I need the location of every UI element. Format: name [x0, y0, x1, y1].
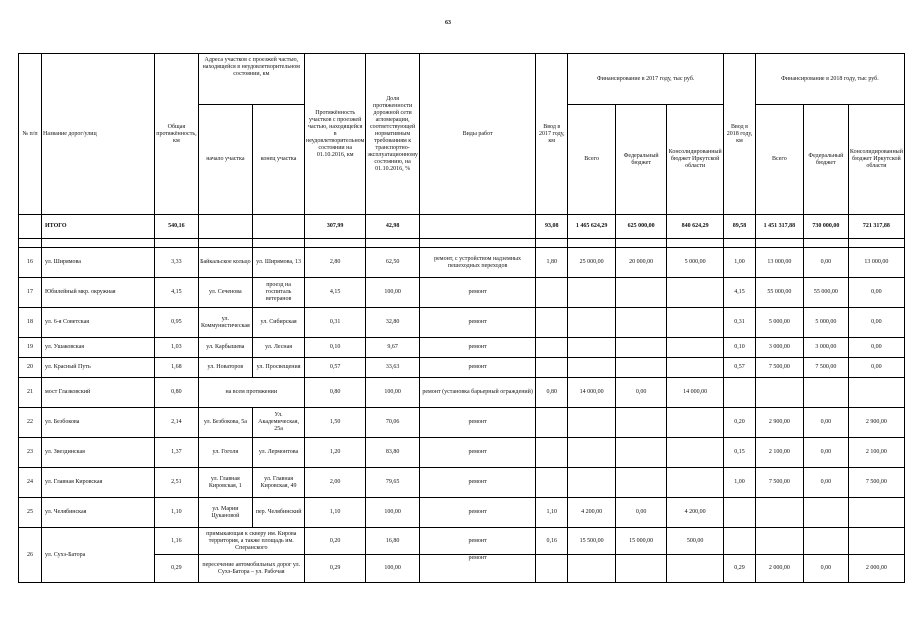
table-cell: 25: [19, 498, 42, 528]
table-cell: [667, 358, 724, 378]
table-cell: [667, 308, 724, 338]
table-cell: 0,80: [305, 378, 366, 408]
table-cell: 55 000,00: [803, 278, 848, 308]
table-cell: [616, 408, 667, 438]
road-repair-table: [18, 53, 905, 583]
table-cell: 2 100,00: [755, 438, 803, 468]
table-cell: ул. Лесная: [253, 338, 305, 358]
table-cell: ул. Карбышева: [198, 338, 253, 358]
table-cell: ул. Гоголя: [198, 438, 253, 468]
table-row: [19, 278, 905, 308]
col-total-length-header: Общая протяжённость, км: [155, 54, 198, 215]
table-cell: ул. Сибирская: [253, 308, 305, 338]
table-cell: 1,68: [155, 358, 198, 378]
table-cell: 0,95: [155, 308, 198, 338]
table-cell: 13 000,00: [848, 248, 904, 278]
table-cell: [568, 278, 616, 308]
table-cell: ул. Главная Кировская, 49: [253, 468, 305, 498]
table-cell: [616, 438, 667, 468]
table-cell: [848, 498, 904, 528]
table-row: 26 ул. Сухэ-Батора 1,16 примыкающая к скверу им. Кирова территория, а также площадь им. Сперанского 0,20 16,80 ремонт 0,16 15 500,00 15 000,00 500,00: [19, 528, 905, 555]
table-cell: [724, 498, 756, 528]
col-all2017-header: Всего: [568, 105, 616, 215]
table-cell: 0,00: [616, 378, 667, 408]
table-cell: ремонт: [419, 338, 535, 358]
table-cell: ул. Ушаковская: [42, 338, 155, 358]
table-cell: ремонт: [419, 438, 535, 468]
table-cell: 19: [19, 338, 42, 358]
col-share-header: Доля протяженности дорожной сети агломерации, соответствующей нормативным требованиям к транспортно-эксплуатационному состоянию, на 01.10.2016, %: [366, 54, 420, 215]
table-cell: 4,15: [305, 278, 366, 308]
table-cell: Байкальское кольцо: [198, 248, 253, 278]
table-cell: [667, 468, 724, 498]
table-cell: ул. Новаторов: [198, 358, 253, 378]
table-cell: 0,00: [848, 338, 904, 358]
table-cell: [755, 498, 803, 528]
table-cell: 20 000,00: [616, 248, 667, 278]
col-fed2018-header: Федеральный бюджет: [803, 105, 848, 215]
table-cell: 2 100,00: [848, 438, 904, 468]
table-cell: 0,10: [724, 338, 756, 358]
table-cell: [616, 358, 667, 378]
col-intro2017-header: Ввод в 2017 году, км: [536, 54, 568, 215]
table-cell: 1,37: [155, 438, 198, 468]
table-cell: ул. Красный Путь: [42, 358, 155, 378]
table-cell: 33,63: [366, 358, 420, 378]
col-intro2018-header: Ввод в 2018 году, км: [724, 54, 756, 215]
table-cell: ремонт: [419, 358, 535, 378]
table-cell: 83,80: [366, 438, 420, 468]
table-cell: [616, 308, 667, 338]
table-row: [19, 438, 905, 468]
table-cell: 0,57: [724, 358, 756, 378]
table-cell: 23: [19, 438, 42, 468]
table-cell: 7 500,00: [803, 358, 848, 378]
table-cell: на всем протяжении: [198, 378, 304, 408]
table-cell: 2,00: [305, 468, 366, 498]
table-cell: [536, 468, 568, 498]
table-cell: 2 900,00: [848, 408, 904, 438]
table-row: 0,29 пересечение автомобильных дорог ул. Сухэ-Батора – ул. Рабочая 0,29 100,00 ремонт 0,29 2 000,00 0,00 2 000,00: [19, 555, 905, 583]
col-fin2018-header: Финансирование в 2018 году, тыс руб.: [755, 54, 904, 105]
table-cell: 5 000,00: [667, 248, 724, 278]
table-cell: 1,10: [536, 498, 568, 528]
table-cell: ремонт (установка барьерный ограждений): [419, 378, 535, 408]
table-cell: 5 000,00: [803, 308, 848, 338]
table-cell: 1,10: [305, 498, 366, 528]
col-fin2017-header: Финансирование в 2017 году, тыс руб.: [568, 54, 724, 105]
table-cell: [536, 308, 568, 338]
table-cell: [724, 378, 756, 408]
table-cell: пер. Челябинский: [253, 498, 305, 528]
table-cell: 1,03: [155, 338, 198, 358]
table-cell: ул. Безбокова: [42, 408, 155, 438]
table-cell: 16: [19, 248, 42, 278]
page-number: 63: [445, 20, 451, 26]
table-cell: ул. Сеченова: [198, 278, 253, 308]
table-cell: [568, 338, 616, 358]
table-cell: [667, 338, 724, 358]
table-cell: ул. Коммунистическая: [198, 308, 253, 338]
table-cell: ремонт: [419, 278, 535, 308]
table-cell: 4 200,00: [568, 498, 616, 528]
table-cell: 62,50: [366, 248, 420, 278]
table-cell: 100,00: [366, 378, 420, 408]
table-cell: [568, 358, 616, 378]
table-cell: ремонт, с устройством надземных пешеходных переходов: [419, 248, 535, 278]
table-cell: 7 500,00: [755, 358, 803, 378]
table-cell: 0,10: [305, 338, 366, 358]
table-cell: 18: [19, 308, 42, 338]
table-cell: 0,15: [724, 438, 756, 468]
table-cell: 0,80: [536, 378, 568, 408]
table-cell: 0,00: [848, 308, 904, 338]
col-name-header: Название дорог/улиц: [42, 54, 155, 215]
table-cell: 2,51: [155, 468, 198, 498]
table-cell: 9,67: [366, 338, 420, 358]
table-cell: 32,80: [366, 308, 420, 338]
table-row: [19, 308, 905, 338]
total-label: ИТОГО: [42, 215, 155, 239]
table-cell: 0,80: [155, 378, 198, 408]
table-body: [19, 248, 905, 528]
table-cell: проезд на госпиталь ветеранов: [253, 278, 305, 308]
col-cons2018-header: Консолидированный бюджет Иркутской области: [848, 105, 904, 215]
table-row: [19, 378, 905, 408]
table-row: [19, 498, 905, 528]
table-cell: 14 000,00: [568, 378, 616, 408]
col-fed2017-header: Федеральный бюджет: [616, 105, 667, 215]
table-cell: 100,00: [366, 278, 420, 308]
table-cell: [616, 338, 667, 358]
col-all2018-header: Всего: [755, 105, 803, 215]
table-cell: [568, 438, 616, 468]
table-cell: 70,06: [366, 408, 420, 438]
table-cell: 4,15: [155, 278, 198, 308]
table-cell: [616, 278, 667, 308]
table-cell: 0,00: [803, 408, 848, 438]
table-cell: [568, 308, 616, 338]
table-cell: 20: [19, 358, 42, 378]
table-cell: ул. Звездинская: [42, 438, 155, 468]
table-cell: мост Глазковский: [42, 378, 155, 408]
table-cell: 2,14: [155, 408, 198, 438]
table-cell: ул. 6-я Советская: [42, 308, 155, 338]
col-works-header: Виды работ: [419, 54, 535, 215]
table-cell: [536, 438, 568, 468]
table-cell: 0,57: [305, 358, 366, 378]
table-cell: [803, 498, 848, 528]
table-cell: [536, 408, 568, 438]
table-cell: 4,15: [724, 278, 756, 308]
table-cell: [667, 278, 724, 308]
table-cell: 14 000,00: [667, 378, 724, 408]
col-cons2017-header: Консолидированный бюджет Иркутской области: [667, 105, 724, 215]
table-cell: ул. Лермонтова: [253, 438, 305, 468]
table-cell: 7 500,00: [755, 468, 803, 498]
table-cell: [667, 408, 724, 438]
table-cell: 17: [19, 278, 42, 308]
header-row-1: [19, 54, 905, 105]
table-cell: 2 900,00: [755, 408, 803, 438]
table-cell: 0,00: [803, 468, 848, 498]
table-cell: ремонт: [419, 498, 535, 528]
table-cell: 0,00: [803, 438, 848, 468]
table-cell: [755, 378, 803, 408]
table-cell: [568, 408, 616, 438]
table-cell: ул. Главная Кировская: [42, 468, 155, 498]
table-cell: [848, 378, 904, 408]
col-end-header: конец участка: [253, 105, 305, 215]
table-row: [19, 468, 905, 498]
table-cell: ул. Безбокова, 5а: [198, 408, 253, 438]
table-cell: 1,20: [305, 438, 366, 468]
table-cell: 0,20: [724, 408, 756, 438]
table-cell: Ул. Академическая, 25а: [253, 408, 305, 438]
table-cell: 1,50: [305, 408, 366, 438]
col-start-header: начало участка: [198, 105, 253, 215]
table-cell: ремонт: [419, 308, 535, 338]
table-row: [19, 248, 905, 278]
table-cell: Юбилейный мкр. окружная: [42, 278, 155, 308]
table-row: [19, 408, 905, 438]
table-cell: [536, 278, 568, 308]
table-cell: 21: [19, 378, 42, 408]
gap-row: [19, 239, 905, 248]
table-cell: ул. Главная Кировская, 1: [198, 468, 253, 498]
col-no-header: № п/п: [19, 54, 42, 215]
table-cell: 100,00: [366, 498, 420, 528]
table-cell: 0,00: [616, 498, 667, 528]
table-cell: 3,33: [155, 248, 198, 278]
table-cell: 1,00: [724, 468, 756, 498]
table-cell: 24: [19, 468, 42, 498]
table-cell: 1,80: [536, 248, 568, 278]
table-cell: 7 500,00: [848, 468, 904, 498]
table-cell: 1,00: [724, 248, 756, 278]
table-cell: 0,31: [305, 308, 366, 338]
table-cell: 3 000,00: [755, 338, 803, 358]
table-cell: 55 000,00: [755, 278, 803, 308]
table-cell: 5 000,00: [755, 308, 803, 338]
table-cell: 79,65: [366, 468, 420, 498]
table-cell: [536, 338, 568, 358]
table-cell: 13 000,00: [755, 248, 803, 278]
table-cell: 22: [19, 408, 42, 438]
table-cell: 1,10: [155, 498, 198, 528]
table-cell: ремонт: [419, 408, 535, 438]
table-cell: [616, 468, 667, 498]
table-cell: 25 000,00: [568, 248, 616, 278]
table-cell: 0,31: [724, 308, 756, 338]
table-cell: 4 200,00: [667, 498, 724, 528]
table-cell: [536, 358, 568, 378]
table-cell: ул. Ширямова, 13: [253, 248, 305, 278]
table-row: [19, 338, 905, 358]
col-address-group-header: Адреса участков с проезжей частью, находящейся в неудовлетворительном состоянии, км: [198, 54, 304, 105]
table-cell: 0,00: [803, 248, 848, 278]
table-cell: ремонт: [419, 468, 535, 498]
table-cell: 0,00: [848, 278, 904, 308]
table-row: [19, 358, 905, 378]
table-cell: [667, 438, 724, 468]
total-row: ИТОГО 540,16 307,99 42,98 93,08 1 465 624,29 625 000,00 840 624,29 89,58 1 451 317,88 730 000,00 721 317,88: [19, 215, 905, 239]
table-cell: ул. Марии Цукановой: [198, 498, 253, 528]
table-cell: 0,00: [848, 358, 904, 378]
table-cell: [803, 378, 848, 408]
table-cell: ул. Ширямова: [42, 248, 155, 278]
table-cell: 3 000,00: [803, 338, 848, 358]
col-bad-length-header: Протяжённость участков с проезжей частью, находящейся в неудовлетворительном состоянии на 01.10.2016, км: [305, 54, 366, 215]
table-cell: 2,80: [305, 248, 366, 278]
table-cell: ул. Челябинская: [42, 498, 155, 528]
table-cell: [568, 468, 616, 498]
table-cell: ул. Просвещения: [253, 358, 305, 378]
